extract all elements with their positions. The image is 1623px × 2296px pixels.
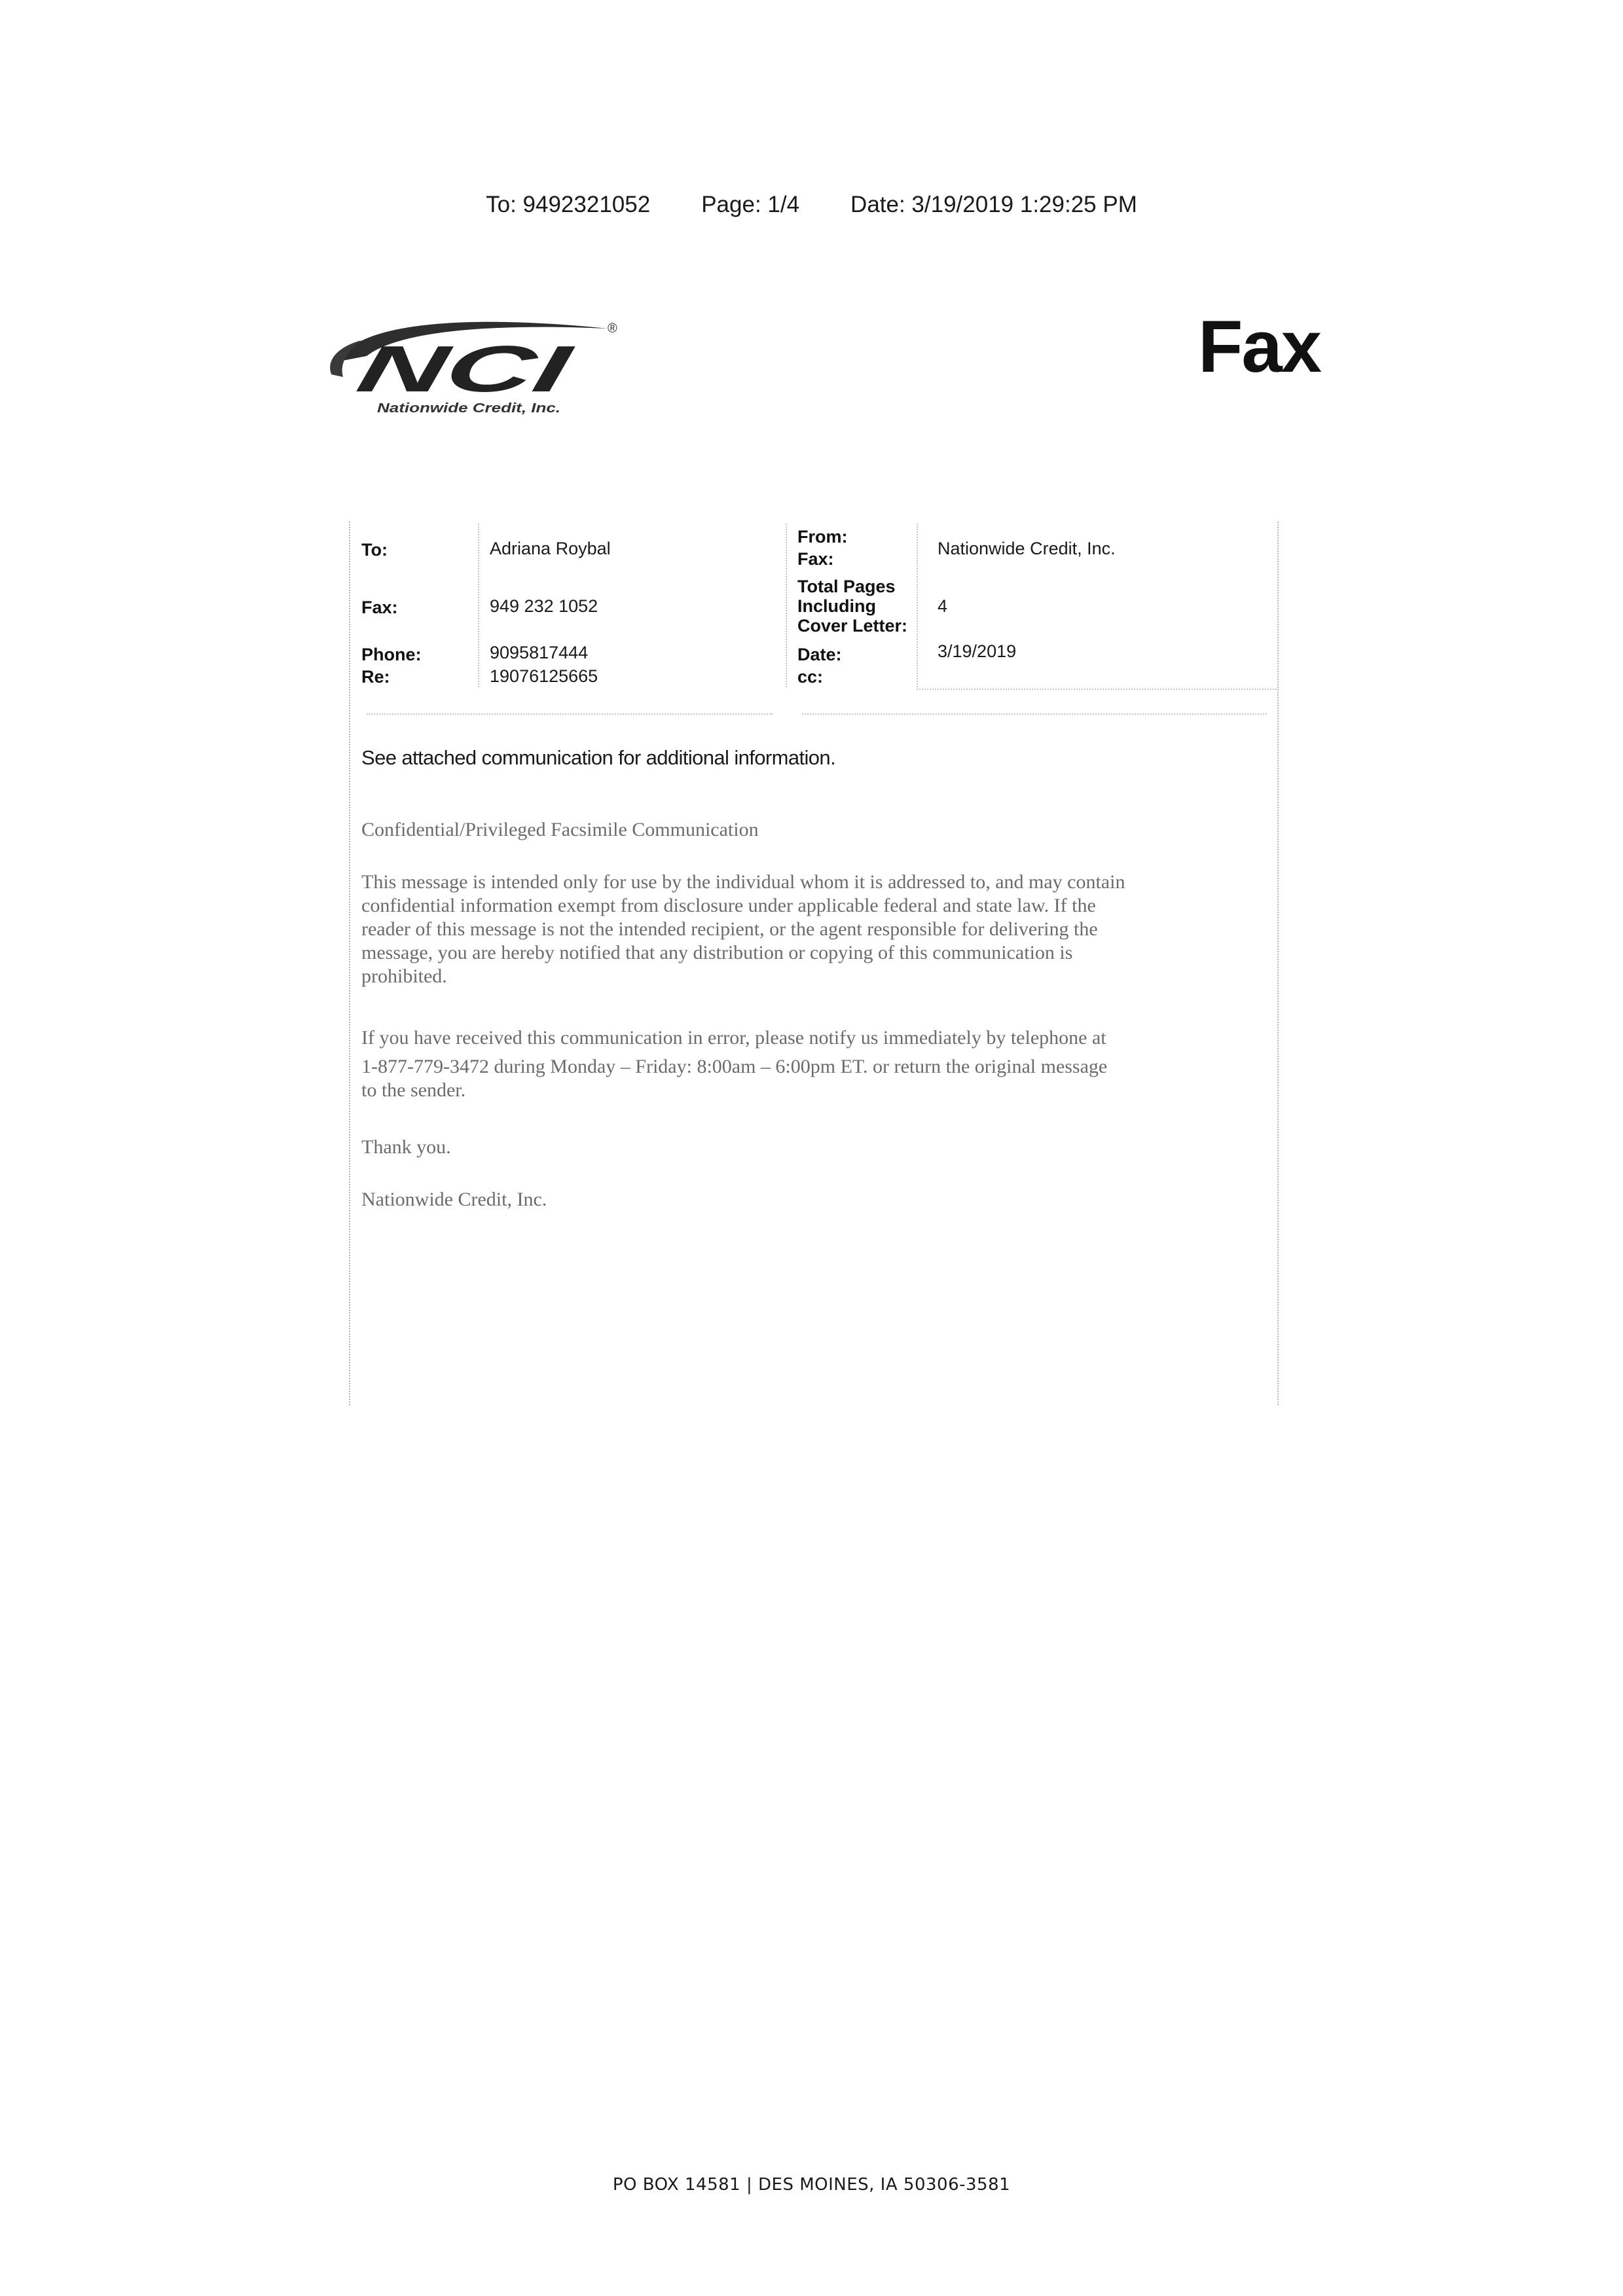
from-value: Nationwide Credit, Inc.: [938, 539, 1116, 558]
phone-value: 9095817444: [490, 643, 589, 662]
logo-registered-symbol: ®: [608, 321, 617, 336]
paragraph-line: message, you are hereby notified that any distribution or copying of this communication is: [361, 942, 1073, 963]
header-to: To: 9492321052: [486, 192, 651, 217]
date-value: 3/19/2019: [938, 641, 1017, 661]
fax-value: 949 232 1052: [490, 596, 598, 616]
fax-label: Fax:: [361, 598, 398, 617]
logo-mark-text: NCI: [351, 332, 480, 406]
re-label: Re:: [361, 667, 390, 687]
grid-divider: [917, 524, 918, 687]
logo-company-name: Nationwide Credit, Inc.: [377, 401, 560, 416]
confidential-heading: Confidential/Privileged Facsimile Communication: [361, 819, 759, 840]
nci-logo: [319, 314, 627, 419]
total-pages-label: Total Pages: [797, 577, 896, 596]
grid-divider: [786, 524, 787, 687]
phone-label: Phone:: [361, 645, 422, 664]
confidential-paragraph: [361, 870, 1265, 988]
footer-address: PO BOX 14581 | DES MOINES, IA 50306-3581: [612, 2175, 1011, 2195]
paragraph-line: This message is intended only for use by the individual whom it is addressed to, and may contain: [361, 871, 1125, 893]
cc-label: cc:: [797, 667, 824, 687]
paragraph-line: 1-877-779-3472 during Monday – Friday: 8:00am – 6:00pm ET. or return the original message: [361, 1056, 1108, 1077]
fax-transmission-header: [0, 192, 1623, 218]
from-fax-label: Fax:: [797, 549, 834, 569]
grid-divider: [917, 689, 1277, 690]
grid-divider: [802, 713, 1267, 715]
paragraph-line: confidential information exempt from disclosure under applicable federal and state law. If the: [361, 895, 1096, 916]
total-pages-label: Cover Letter:: [797, 616, 908, 636]
paragraph-line: prohibited.: [361, 965, 447, 987]
to-value: Adriana Roybal: [490, 539, 611, 558]
total-pages-value: 4: [938, 596, 948, 616]
grid-divider: [478, 524, 479, 687]
paragraph-line: to the sender.: [361, 1079, 466, 1101]
to-label: To:: [361, 540, 388, 560]
fax-title: Fax: [1198, 306, 1321, 387]
thanks-text: Thank you.: [361, 1136, 451, 1158]
header-page: Page: 1/4: [701, 192, 800, 217]
paragraph-line: reader of this message is not the intended recipient, or the agent responsible for delivering the: [361, 918, 1098, 940]
header-date: Date: 3/19/2019 1:29:25 PM: [850, 192, 1137, 217]
date-label: Date:: [797, 645, 842, 664]
grid-divider: [367, 713, 773, 715]
signature-text: Nationwide Credit, Inc.: [361, 1189, 547, 1210]
from-label: From:: [797, 527, 848, 547]
re-value: 19076125665: [490, 666, 598, 686]
error-notice-paragraph: [361, 1026, 1265, 1102]
paragraph-line: If you have received this communication in error, please notify us immediately by telephone at: [361, 1027, 1106, 1049]
message-text: See attached communication for additional information.: [361, 746, 836, 769]
total-pages-label: Including: [797, 596, 876, 616]
